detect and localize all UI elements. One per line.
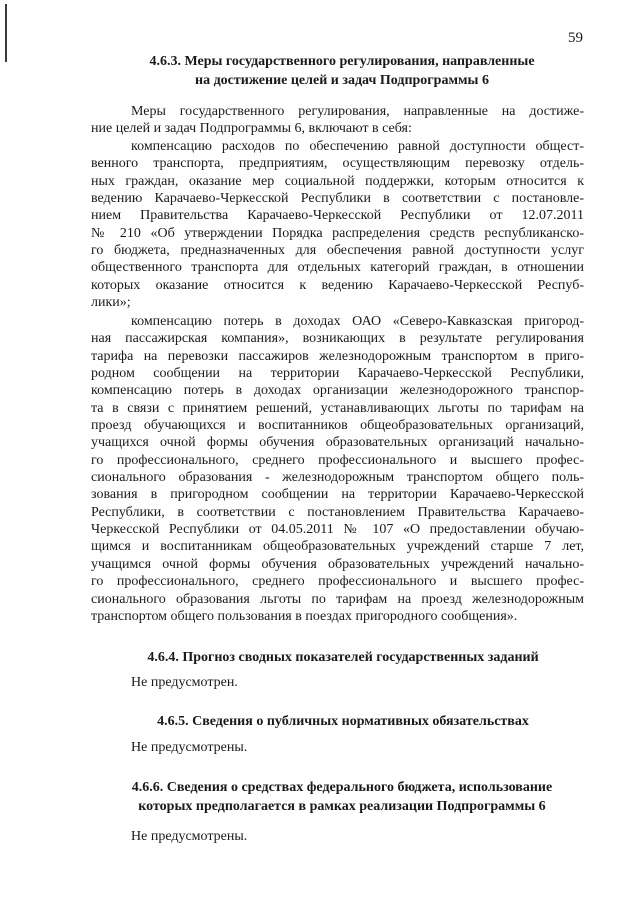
item2-line: сионального образования - железнодорожным транспортом общего поль- [91, 470, 584, 486]
item1-line: венного транспорта, предприятиям, осуществляющим перевозку отдель- [91, 156, 584, 172]
item2-line: щимся и воспитанникам общеобразовательных учреждений старше 7 лет, [91, 539, 584, 555]
item2-line: учащихся очной формы обучения образовательных организаций начально- [91, 435, 584, 451]
item2-line: проезд обучающихся и воспитанников общеобразовательных организаций, [91, 418, 584, 434]
section-463-heading [100, 52, 584, 90]
item2-line: компенсацию потерь в доходах ОАО «Северо-Кавказская пригород- [131, 314, 584, 329]
item1-line: нием Правительства Карачаево-Черкесской Республики от 12.07.2011 [91, 208, 584, 224]
item2-line: го профессионального, среднего профессионального и высшего профес- [91, 452, 584, 468]
section-464-heading: 4.6.4. Прогноз сводных показателей государственных заданий [147, 650, 539, 665]
section-463-item2 [91, 313, 584, 625]
section-463-item1 [91, 138, 584, 311]
item1-line: го бюджета, предназначенных для обеспечения равной доступности услуг [91, 243, 584, 259]
item1-line: которых оказание относится к ведению Карачаево-Черкесской Респуб- [91, 277, 584, 293]
item2-line: компенсацию потерь в доходах организации железнодорожного транспор- [91, 383, 584, 399]
section-463-intro [91, 103, 584, 138]
item1-line: ных граждан, оказание мер социальной поддержки, которым относится к [91, 173, 584, 189]
intro-line: Меры государственного регулирования, направленные на достиже- [131, 104, 584, 119]
section-463-heading-line2: на достижение целей и задач Подпрограммы 6 [195, 73, 489, 88]
item1-line: № 210 «Об утверждении Порядка распределения средств республиканско- [91, 225, 584, 241]
item2-line: транспортом общего пользования в поездах пригородного сообщения». [91, 608, 518, 624]
section-465-text: Не предусмотрены. [131, 740, 248, 755]
section-464-text: Не предусмотрен. [131, 675, 238, 690]
section-463-heading-line1: 4.6.3. Меры государственного регулирования, направленные [149, 54, 535, 69]
item2-line: та в связи с принятием решений, устанавливающих льготы по тарифам на [91, 400, 584, 416]
section-465-heading: 4.6.5. Сведения о публичных нормативных обязательствах [157, 714, 529, 729]
item2-line: ная пассажирская компания», возникающих в результате регулирования [91, 331, 584, 347]
item2-line: сионального образования льготы по тарифам на проезд железнодорожным [91, 591, 584, 607]
section-466-text: Не предусмотрены. [131, 829, 248, 844]
scan-edge-mark [5, 4, 7, 62]
item2-line: родном сообщении на территории Карачаево-Черкесской Республики, [91, 366, 584, 382]
section-466-heading-line2: которых предполагается в рамках реализации Подпрограммы 6 [138, 799, 546, 814]
intro-line: ние целей и задач Подпрограммы 6, включают в себя: [91, 121, 412, 137]
item1-line: компенсацию расходов по обеспечению равной доступности общест- [131, 139, 584, 154]
item2-line: зования в пригородном сообщении на территории Карачаево-Черкесской [91, 487, 584, 503]
item1-line: лики»; [91, 295, 131, 311]
section-466-heading-line1: 4.6.6. Сведения о средствах федерального бюджета, использование [131, 780, 553, 795]
item2-line: го профессионального, среднего профессионального и высшего профес- [91, 574, 584, 590]
page-number: 59 [568, 30, 583, 46]
item2-line: учащимся очной формы обучения образовательных учреждений начально- [91, 556, 584, 572]
item2-line: тарифа на перевозки пассажиров железнодорожным транспортом в приго- [91, 348, 584, 364]
item1-line: общественного транспорта для отдельных категорий граждан, в отношении [91, 260, 584, 276]
section-466-heading [92, 778, 592, 816]
item2-line: Республики, в соответствии с постановлением Правительства Карачаево- [91, 504, 584, 520]
item2-line: Черкесской Республики от 04.05.2011 № 107 «О предоставлении обучаю- [91, 522, 584, 538]
item1-line: ведению Карачаево-Черкесской Республики в соответствии с постановле- [91, 191, 584, 207]
